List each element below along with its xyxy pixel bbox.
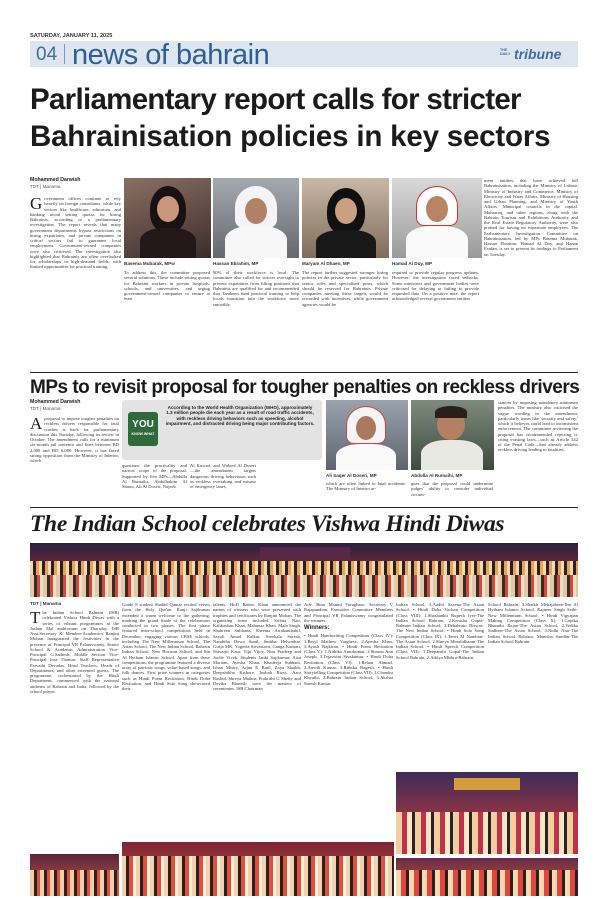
article3-col5: Indian School, 3.Aaditi Saxena-The Asian School. • Hindi Doha Vachan Competition (Class VIII): 1.Shashankit Rupesh Iyer-The Indian School Bahrain, 2.Kenisha Gupta-Bahrain Indian School, 3.Debabrato Biswas-The New Indian School. • Hindi Solo Song Competition (Class IX): 1.Tanvi M Nambiar-The Asian School, 2.Shreya Muralidharan-The Indian School. • Hindi Speech Competition (Class VII): 1.Deepanshi Gopal-The Indian School Bahrain, 2.Aditya Mishra-Bahrain: [396, 602, 484, 660]
info-box: [122, 400, 322, 460]
photo-hamad-al-doy: [392, 178, 482, 258]
info-badge-bottom: KNOW WHAT: [131, 432, 155, 436]
brand-small: THE DAILY: [500, 48, 511, 56]
info-text: According to the World Health Organization (WHO), approximately 1.3 million people die each year as a result of road traffic accidents, with reckless driving behaviors such as speeding, alcohol impairment, and distracted driving being major contributing factors.: [165, 405, 315, 427]
photo-stage-performance: [396, 772, 578, 854]
article2-col2: questions the practicality and narrow scope of the proposal. Supported by five MPs—Abdulla Al Rumaihi, Abdulhakim Al Shono, Ali Al Doseri, Najeeb: [122, 463, 187, 489]
caption-hamad: Hamad Al Doy, MP: [392, 261, 433, 266]
masthead-divider: [64, 44, 65, 64]
article2-author: Mohammed Darwish: [30, 399, 81, 405]
article1-headline-line1: Parliamentary report calls for stricter: [30, 83, 521, 116]
article2-col6: stances by imposing mandatory minimum penalties. The ministry also criticised the vague wording in the amendment, particularly terms like 'security and safety,' which it believes could lead to inconsistent enforcement. The committee reviewing the proposal has recommended rejecting it, citing existing laws—such as Article 342 of the Penal Code—that already address reckless driving leading to fatalities.: [498, 400, 578, 453]
article3-dateline: TDT | Manama: [30, 601, 62, 606]
photo-hassan-ebrahim: [213, 178, 299, 258]
article1-author: Mohammed Darwish: [30, 177, 81, 183]
info-badge-top: YOU: [132, 419, 154, 430]
article1-col1: [30, 196, 121, 368]
masthead-date: SATURDAY, JANUARY 11, 2025: [30, 33, 113, 39]
article1-dateline: TDT | Manama: [30, 184, 61, 189]
caption-ali-saqer: Ali Saqer Al Doseri, MP: [326, 473, 377, 478]
dropcap: T: [30, 610, 41, 627]
article3-col1: [30, 610, 119, 850]
dropcap: A: [30, 416, 43, 433]
page-number: 04: [36, 44, 58, 65]
caption-maryam: Maryam Al Dhaen, MP: [302, 261, 350, 266]
article1-headline-line2: Bahrainisation policies in key sectors: [30, 120, 551, 153]
info-badge: [128, 412, 158, 446]
article1-col5: required to provide regular progress updates. However, the investigation faced setbacks. Some ministries and government bodies were criticised for delaying or failing to provide requested data. On a positive note, the report acknowledged several government entities: [392, 270, 479, 302]
photo-students-group: [122, 842, 394, 896]
article3-col4-intro: Adv. Binu Mannil Varughese, Secretary V Rajapandian, Executive Committee Members and Principal VR Palaniswamy congratulated the winners.: [304, 602, 393, 623]
dropcap: G: [30, 196, 43, 213]
article2-col3b: [259, 463, 322, 503]
article2-col1: [30, 416, 119, 502]
photo-ali-saqer-al-doseri: [326, 400, 408, 470]
caption-basema: Basema Mubarak, MPw: [124, 261, 175, 266]
caption-hassan: Hassan Ebrahim, MP: [213, 261, 259, 266]
article2-col4: which are often linked to fatal accidents. The Ministry of Interior ar-: [326, 481, 406, 492]
article2-headline: MPs to revisit proposal for tougher penalties on reckless drivers: [30, 377, 580, 398]
article3-col6: School Bahrain, 3.Shaikh Mehajabeen-Ibn Al Hytham Islamic School, Rajneer Singh Sethi-New Millennium School. • Hindi Vigyapan Making Competition (Class X): 1.Gopika Bharathi Rajan-The Asian School, 2.Vedika Sudheer-The Asian School, 3.Nidhi Nair-The Indian School Bahrain, Manisha Sandhu-The Indian School Bahrain.: [488, 602, 578, 644]
article1-col4: The report further suggested stronger hiring policies in the private sector, particularly for senior roles and specialised posts, which should be reserved for Bahrainis. Private companies meeting these targets would be rewarded with incentives, while government agencies would be: [302, 270, 388, 307]
article3-col4: [304, 602, 393, 850]
article3-col4-winners: • Hindi Handwriting Competition (Class IV): 1.Beryl Mathew Varghese, 2.Ayesha Khan, 3.Ayush Rajkiran. • Hindi Poem Recitation (Class V): 1.Nithika Amirkumar, 2.Sharon Ann Joseph, 3.Tejaswini Sivakumar. • Hindi Doha Recitation (Class VI): 1.Rehan Ahmad, 2.Anvith Kumar, 3.Rithika Ragesh. • Hindi Storytelling Competition (Class VII): 1.Chandra Khyathi, 2.Bahrain Indian School, 3.Akshat Suresh Kumar.: [304, 633, 393, 686]
article3-col1-text: he Indian School Bahrain (ISB) celebrated Vishwa Hindi Diwas with a series of vibrant programmes at the Jashan Mal auditorium on Thursday. ISB Asst.Secretary & Member-Academics Ranjini Mohan inaugurated the festivities in the presence of Principal VR Palaniswamy, Senior School & Academic Administration Vice-Principal G.Sathesh, Middle Section Vice-Principal Jose Thomas, Staff Representative Parvathi Devadas, Head Teachers, Heads of Departments, and other esteemed guests. The programme, orchestrated by the Hindi Department, commenced with the national anthems of Bahrain and India, followed by the school prayer.: [30, 610, 119, 694]
caption-abdulla: Abdulla Al Rumaihi, MP: [411, 473, 463, 478]
article3-col3: talents. HoD Baboo Khan announced the names of winners who were presented with trophies and certificates by Ranjini Mohan. The organising team included Srilata Nair, Kahkashan Khan, Mahanaz Khan, Mala Singh, Shabreen Sulthana, Sheema Arrakandathil, Sayali Amod Kelkar, Sreekala Suresh, Nanditha Dewa Sunil, Smitha Helwarkar, Girija MK, Yogeeta Srivastava, Ganga Kumari, Shivarjit Kaur, Vijit Vijoy, Nitu Pradeep and Joolie Vivek. Students Janki Sajikumar, Aiza Mariam, Ayesha Khan, Khadeeja Subhani, Ishan Mistry, Arjun K Binil, Zoya Shaikh, Deepshikha Kishore, Inshah Rizvi, Azra Rashid, Shreya Mathur, Prakrithi G Shetty and Devika Bineesh were the masters of ceremonies. ISB Chairman: [213, 602, 301, 691]
section-title: news of bahrain: [72, 39, 270, 71]
photo-abdulla-al-rumaihi: [411, 400, 494, 470]
photo-group-celebration: [30, 543, 578, 597]
divider-2: [30, 507, 578, 508]
article3-headline: The Indian School celebrates Vishwa Hindi Diwas: [30, 511, 505, 537]
article2-col1-text: proposal to impose tougher penalties on reckless drivers responsible for fatal crashes is back for parliamentary discussion this Tuesday, following its review in October. The amendment calls for a minimum six-month jail sentence and fines between BD 2,000 and BD 6,000. However, it has faced strong opposition from the Ministry of Interior, which: [30, 416, 119, 463]
brand-logo: tribune: [514, 46, 562, 62]
photo-maryam-al-dhaen: [302, 178, 389, 258]
photo-basema-mubarak: [124, 178, 211, 258]
article2-col5: gues that the proposal could undermine judges' ability to consider individual circum-: [411, 481, 493, 497]
article1-col1-text: overnment offices continue to rely heavily on foreign consultants, while key sectors like healthcare, education, and banking avoid setting quotas for hiring Bahrainis, according to a parliamentary investigation. The report reveals that many government departments bypass restrictions on hiring expatriates, and private companies in critical sectors fail to guarantee local employment. Government-owned companies were also criticised. The investigation also highlighted that Bahrainis are often overlooked for scholarships in high-demand fields, with limited opportunities for practical training.: [30, 196, 121, 270]
photo-winners-stage: [30, 854, 119, 896]
article1-col6: ment entities that have achieved full Bahrainisation, including the Ministry of Labour, Ministry of Industry and Commerce, Ministry of Electricity and Water Affairs, Ministry of Housing and Urban Planning, and Ministry of Youth Affairs. Municipal councils in the capital, Muharraq, and other regions, along with the Bahrain Tourism and Exhibitions Authority and the Real Estate Regulatory Authority, were also praised for having no expatriate employees. The Parliamentary Investigation Committee on Bahrainisation, led by MPs Basema Mubarak, Hassan Ebrahim, Hamad Al Doy, and Hanan Fardan, is set to present its findings to Parliament on Tuesday.: [484, 178, 578, 257]
article3-col2: Grade 8 student Shahid Qamar recited verses from the Holy Qur'an. Ranji Sajikumar extended a warm welcome to the gathering, marking the grand finale of the celebrations conducted in two phases. The first phase featured inter-school competitions held in December, engaging various CBSE schools, including The New Millennium School, The Asian School, The New Indian School, Bahrain Indian School, New Horizon School, and Ibn Al Hytham Islamic School. Apart from these competitions, the programme featured a diverse array of patriotic songs, value-based songs, and folk dances. First prize winners in categories such as Hindi Poem Recitation, Hindi Doha Recitation, and Hindi Solo Song showcased their: [122, 602, 210, 691]
winners-heading: Winners:: [304, 625, 330, 631]
article1-col2: To address this, the committee proposed several solutions. These include setting quotas for Bahraini workers in private hospitals, schools, and universities, and urging government-owned companies to ensure at least: [124, 270, 210, 302]
article2-dateline: TDT | Manama: [30, 406, 61, 411]
photo-dancers: [396, 858, 578, 896]
article1-col3: 90% of their workforce is local. The committee also called for stricter oversight to prevent expatriates from filling positions that Bahrainis are qualified for and recommended that Tamkeen fund practical training to help locals transition into the workforce more smoothly.: [213, 270, 299, 307]
divider-1: [30, 372, 578, 373]
article2-col3: Al Kuwari, and Waleed Al Doseri—the amendment targets dangerous driving behaviours such as reckless overtaking and misuse of emergency lanes,: [190, 463, 256, 489]
